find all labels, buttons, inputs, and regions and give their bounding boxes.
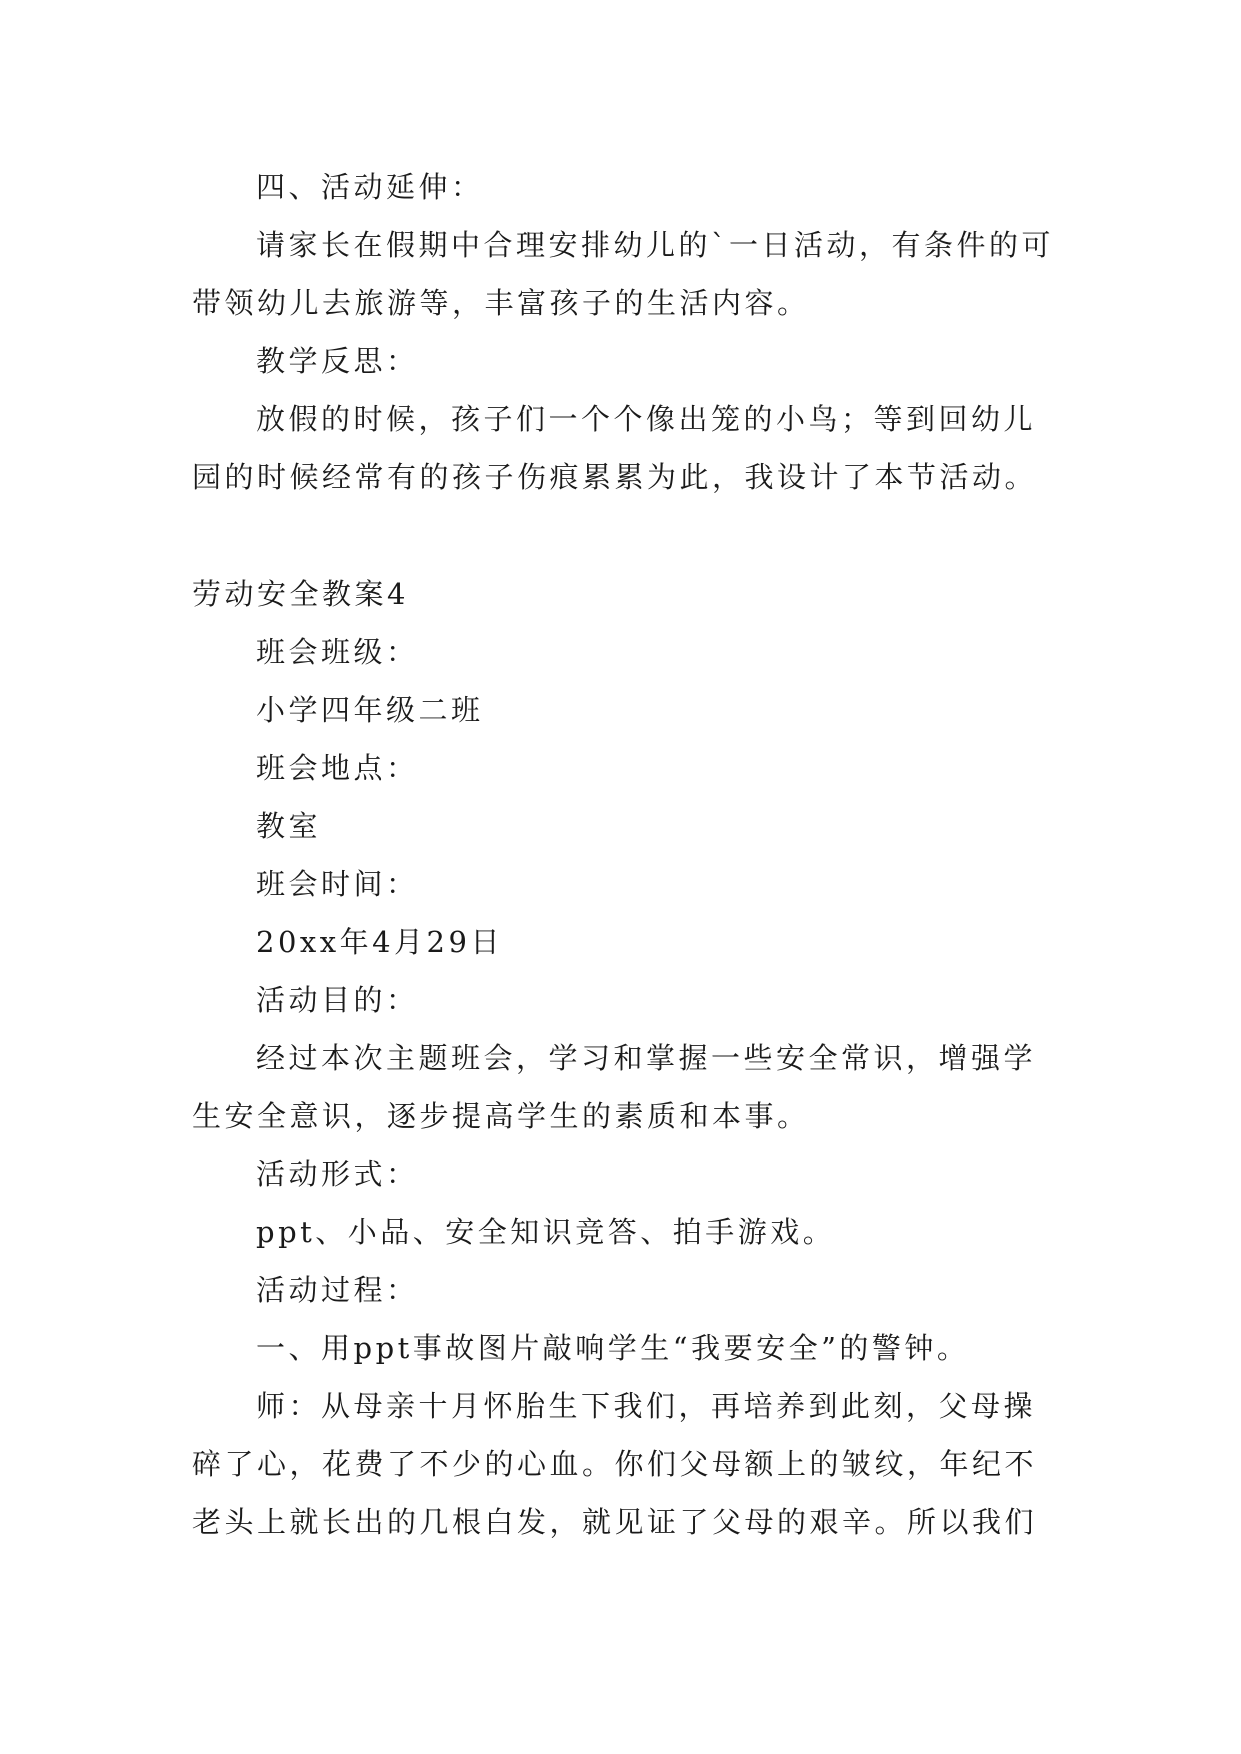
value-time: 20xx年4月29日 [256,925,503,959]
paragraph-reflection: 放假的时候，孩子们一个个像出笼的小鸟；等到回幼儿园的时候经常有的孩子伤痕累累为此，我设计了本节活动。 [192,402,1038,494]
label-location: 班会地点： [256,751,419,785]
value-location: 教室 [256,809,322,843]
section-activity-extension [192,158,1056,506]
process-step-one: 一、用ppt事故图片敲响学生“我要安全”的警钟。 [256,1331,970,1365]
paragraph-parents-arrangement: 请家长在假期中合理安排幼儿的`一日活动，有条件的可带领幼儿去旅游等，丰富孩子的生活内容。 [192,228,1055,320]
label-purpose: 活动目的： [256,983,419,1017]
value-form: ppt、小品、安全知识竞答、拍手游戏。 [256,1215,836,1249]
label-time: 班会时间： [256,867,419,901]
label-form: 活动形式： [256,1157,419,1191]
section-lesson-plan-4 [192,565,1056,1551]
label-process: 活动过程： [256,1273,419,1307]
paragraph-teacher-speech: 师：从母亲十月怀胎生下我们，再培养到此刻，父母操碎了心，花费了不少的心血。你们父母额上的皱纹，年纪不老头上就长出的几根白发，就见证了父母的艰辛。所以我们 [192,1389,1038,1539]
heading-activity-extension: 四、活动延伸： [256,170,484,204]
value-class: 小学四年级二班 [256,693,484,727]
heading-teaching-reflection: 教学反思： [256,344,419,378]
label-class: 班会班级： [256,635,419,669]
lesson-plan-title: 劳动安全教案4 [192,577,409,611]
paragraph-purpose: 经过本次主题班会，学习和掌握一些安全常识，增强学生安全意识，逐步提高学生的素质和本事。 [192,1041,1037,1133]
